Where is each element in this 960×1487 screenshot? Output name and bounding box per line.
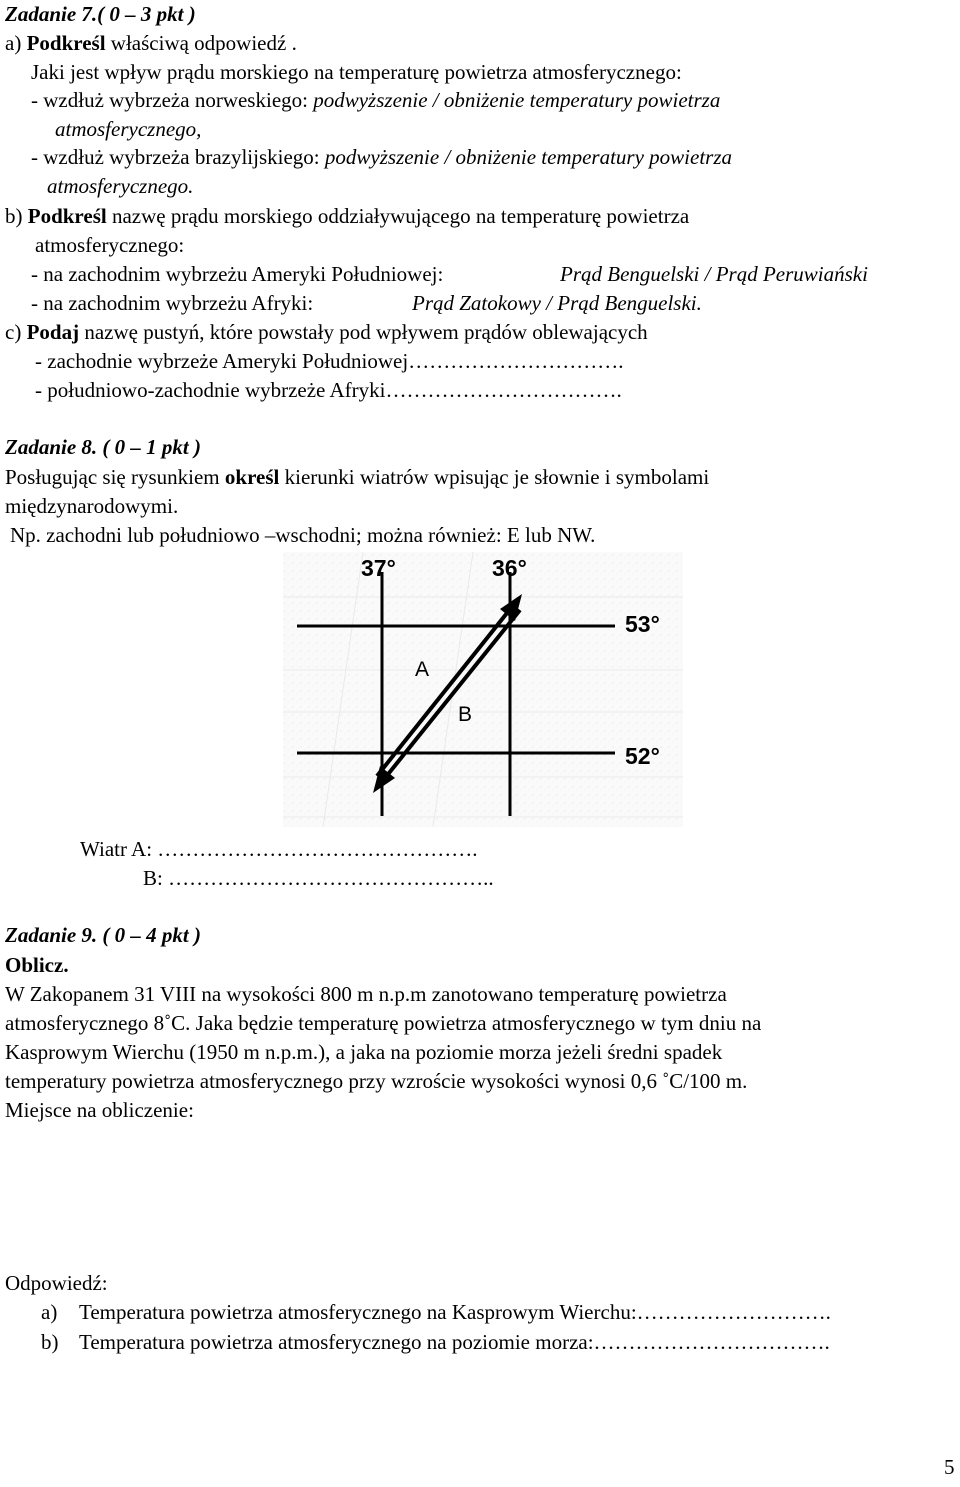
latitude-label-53: 53° (625, 611, 660, 637)
task9-line-3: Kasprowym Wierchu (1950 m n.p.m.), a jaka na poziomie morza jeżeli średni spadek (5, 1040, 723, 1064)
task9-title: Zadanie 9. ( 0 – 4 pkt ) (5, 923, 201, 947)
task7a-instruction: a) Podkreśl właściwą odpowiedź . (5, 31, 297, 55)
arrow-label-a: A (415, 658, 430, 681)
answer-a-marker: a) (41, 1300, 58, 1324)
task7c-instruction: c) Podaj nazwę pustyń, które powstały pod wpływem prądów oblewających (5, 320, 648, 344)
task7b-africa-options: Prąd Zatokowy / Prąd Benguelski. (412, 291, 702, 315)
task8-instruction-cont: międzynarodowymi. (5, 494, 179, 518)
answer-b-text: Temperatura powietrza atmosferycznego na poziomie morza:……………………………. (79, 1330, 830, 1354)
wind-b-answer: B: ……………………………………….. (143, 866, 494, 890)
task7b-instruction: b) Podkreśl nazwę prądu morskiego oddziaływującego na temperaturę powietrza (5, 204, 690, 228)
answer-a-text: Temperatura powietrza atmosferycznego na Kasprowym Wierchu:………………………. (79, 1300, 831, 1324)
task7-brazil-cont: atmosferycznego. (47, 174, 194, 198)
task7-title: Zadanie 7.( 0 – 3 pkt ) (5, 2, 196, 26)
task7b-cont: atmosferycznego: (35, 233, 185, 257)
task8-title: Zadanie 8. ( 0 – 1 pkt ) (5, 435, 201, 459)
task9-instruction: Oblicz. (5, 953, 69, 977)
arrow-label-b: B (458, 703, 473, 726)
task7b-south-america-options: Prąd Benguelski / Prąd Peruwiański (560, 262, 868, 286)
task7b-south-america: - na zachodnim wybrzeżu Ameryki Południowej: (31, 262, 444, 286)
answer-label: Odpowiedź: (5, 1271, 108, 1295)
task9-line-1: W Zakopanem 31 VIII na wysokości 800 m n.p.m zanotowano temperaturę powietrza (5, 982, 727, 1006)
task8-instruction: Posługując się rysunkiem określ kierunki wiatrów wpisując je słownie i symbolami (5, 465, 710, 489)
task9-line-2: atmosferycznego 8˚C. Jaka będzie temperaturę powietrza atmosferycznego w tym dniu na (5, 1011, 762, 1035)
latitude-label-52: 52° (625, 743, 660, 769)
wind-diagram (283, 552, 683, 827)
task7-question: Jaki jest wpływ prądu morskiego na temperaturę powietrza atmosferycznego: (31, 60, 682, 84)
wind-a-answer: Wiatr A: ………………………………………. (80, 837, 478, 861)
task9-line-4: temperatury powietrza atmosferycznego przy wzroście wysokości wynosi 0,6 ˚C/100 m. (5, 1069, 748, 1093)
task9-line-5: Miejsce na obliczenie: (5, 1098, 194, 1122)
task7c-south-america: - zachodnie wybrzeże Ameryki Południowej…………………………. (35, 349, 624, 373)
task7-norway-line: - wzdłuż wybrzeża norweskiego: podwyższenie / obniżenie temperatury powietrza (31, 88, 721, 112)
task7-norway-cont: atmosferycznego, (55, 117, 202, 141)
task7b-africa: - na zachodnim wybrzeżu Afryki: (31, 291, 314, 315)
longitude-label-37: 37° (361, 555, 396, 581)
longitude-label-36: 36° (492, 555, 527, 581)
task7c-africa: - południowo-zachodnie wybrzeże Afryki……………………………. (35, 378, 622, 402)
answer-b-marker: b) (41, 1330, 59, 1354)
task8-example: Np. zachodni lub południowo –wschodni; można również: E lub NW. (10, 523, 596, 547)
task7-brazil-line: - wzdłuż wybrzeża brazylijskiego: podwyższenie / obniżenie temperatury powietrza (31, 145, 733, 169)
page-number: 5 (944, 1455, 955, 1479)
